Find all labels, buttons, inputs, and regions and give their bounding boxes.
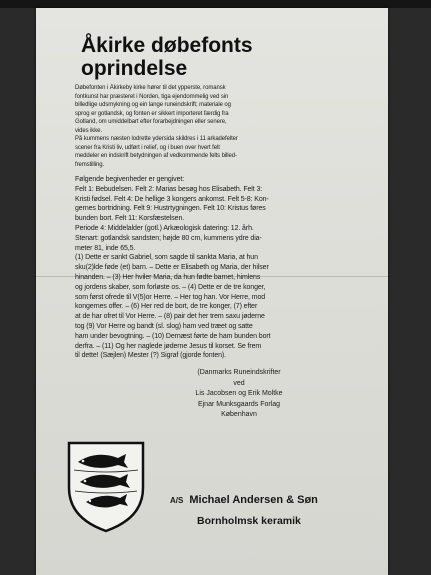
fields-line: gernes bortridning. Felt 9: Hustrtygningen. Felt 10: Kristus føres	[75, 205, 266, 213]
credits-line: Ejnar Munksgaards Forlag	[197, 400, 281, 408]
arcade-paragraph	[75, 135, 378, 169]
maker-name: Michael Andersen & Søn	[189, 494, 318, 506]
inscription-line: til dette! (Sæjlen) Mester (?) Sigraf (gjorde fonten).	[75, 352, 226, 360]
intro-line: sprog er gotlandsk, og fonten er sikkert importeret færdig fra	[75, 110, 229, 117]
intro-line: Gotland, om umiddelbart efter forarbejdningen eller senere,	[75, 119, 227, 125]
inscription-line: meter 81, inde 65,5.	[75, 244, 136, 252]
inscription-line: hinanden. – (3) Her hviler Maria, da hun fødte barnet, himlens	[75, 273, 261, 281]
inscription-line: at de har ofret til Vor Herre. – (8) pair det her trem saxu jøderne	[75, 313, 265, 321]
credits-line: (Danmarks Runeindskrifter	[197, 369, 281, 376]
intro-line: billedlige udsmykning og ein lange runeindskrift; materiale og	[75, 102, 231, 108]
inscription-line: derfra. – (11) Og her naglede jøderne Jesus til korset. Se frem	[75, 342, 262, 350]
inscription-line: som først ofrede til V(5)or Herre. – Her tog han. Vor Herre, mod	[75, 293, 266, 301]
source-credits	[154, 368, 324, 421]
title-line-1: Åkirke døbefonts	[81, 34, 253, 57]
arcade-line: fremstilling.	[75, 161, 105, 168]
intro-paragraph	[75, 84, 378, 135]
bornholm-fish-shield-icon	[66, 440, 146, 534]
fields-line: Felt 1: Bebudelsen. Felt 2: Marias besøg hos Elisabeth. Felt 3:	[75, 185, 263, 193]
fields-paragraph	[75, 175, 378, 224]
intro-line: fontkunst har præsteret i Norden, tiga ejendommelig ved sin	[75, 93, 229, 100]
credits-line: København	[221, 411, 257, 418]
fields-line: Kristi fødsel. Felt 4: De hellige 3 kongers ankomst. Felt 5-8: Kon-	[75, 195, 269, 203]
title-line-2: oprindelse	[81, 57, 188, 80]
inscription-line: ham under bevogtning. – (10) Dernæst førte de ham bunden bort	[75, 332, 271, 340]
intro-line: Døbefonten i Åkirkeby kirke hører til det ypperste, romansk	[75, 85, 226, 91]
top-dark-band	[0, 0, 431, 8]
company-form-mark: A/S	[170, 496, 184, 505]
credits-line: Lis Jacobsen og Erik Moltke	[195, 390, 283, 397]
arcade-line: På kummens næsten lodrette ydersida skildres i 11 arkadefelter	[75, 136, 238, 142]
fields-line: Følgende begivenheder er gengivet:	[75, 176, 185, 183]
document-title	[81, 34, 371, 80]
maker-name-line	[170, 493, 380, 508]
inscription-line: kongernes offer. – (6) Her red de bort, de tre konger, (7) efter	[75, 303, 258, 311]
inscription-line: Periode 4: Middelalder (gotl.) Arkæologisk datering: 12. årh.	[75, 224, 254, 232]
maker-block	[170, 493, 380, 528]
document-body	[75, 84, 378, 361]
credits-line: ved	[233, 379, 245, 387]
arcade-line: scener fra Kristi liv, udført i relief, og i buen over hvert felt	[75, 144, 220, 151]
fields-line: bunden bort. Felt 11: Korsfæstelsen.	[75, 215, 185, 223]
inscription-line: og jordens skaber, som forløste os. – (4) Dette er de tre konger,	[75, 283, 266, 291]
inscription-line: tog (9) Vor Herre og bandt (sl. slog) ham ved træet og satte	[75, 322, 253, 330]
intro-line: vides ikke.	[75, 127, 102, 134]
inscription-line: (1) Dette er sankt Gabriel, som sagde til sankta Maria, at hun	[75, 254, 258, 262]
inscription-line: sku(2)lde føde (et) barn. – Dette er Elisabeth og Maria, der hilser	[75, 264, 269, 272]
document-sheet	[36, 8, 388, 575]
inscription-line: Stenart: gotlandsk sandsten; højde 80 cm, kummens ydre dia-	[75, 234, 262, 242]
maker-subtitle: Bornholmsk keramik	[197, 515, 301, 527]
arcade-line: meddeler en indskrift betydningen af vedkommende felts billed-	[75, 153, 237, 159]
inscription-paragraph	[75, 224, 378, 361]
